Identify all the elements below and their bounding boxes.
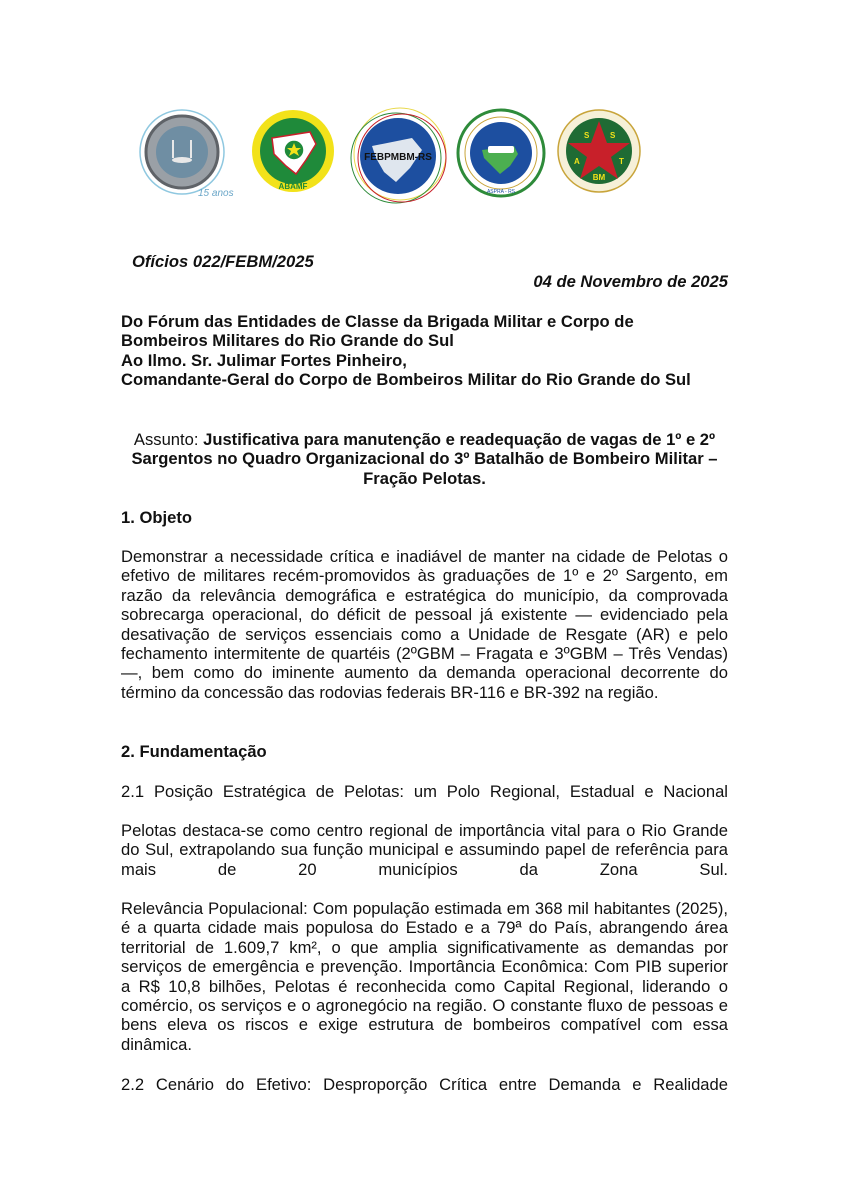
logo-letter: A	[574, 157, 580, 166]
entity-logos	[138, 108, 658, 208]
logo-abamf	[250, 108, 336, 194]
subsection-title-2-2: 2.2 Cenário do Efetivo: Desproporção Crítica entre Demanda e Realidade	[121, 1075, 728, 1094]
addressee-line: Bombeiros Militares do Rio Grande do Sul	[121, 331, 454, 351]
paragraph-2-1-b: Relevância Populacional: Com população estimada em 368 mil habitantes (2025), é a quarta cidade mais populosa do Estado e a 79ª do País, abrangendo área territorial de 1.609,7 km², o que amplia significativamente as demandas por serviços de emergência e prevenção. Importância Econômica: Com PIB superior a R$ 10,8 bilhões, Pelotas é reconhecida como Capital Regional, liderando o comércio, os serviços e o agronegócio na região. O constante fluxo de pessoas e bens eleva os riscos e exige estrutura de bombeiros compatível com essa dinâmica.	[121, 899, 728, 1054]
paragraph-objeto: Demonstrar a necessidade crítica e inadiável de manter na cidade de Pelotas o efetivo de militares recém-promovidos às graduações de 1º e 2º Sargento, em razão da relevância demográfica e estratégica do município, da comprovada sobrecarga operacional, do déficit de pessoal já existente — evidenciado pela desativação de serviços essenciais como a Unidade de Resgate (AR) e pelo fechamento intermitente de quartéis (2ºGBM – Fragata e 3ºGBM – Três Vendas) —, bem como do iminente aumento da demanda operacional decorrente do término da concessão das rodovias federais BR-116 e BR-392 na região.	[121, 547, 728, 702]
logo-letter: S	[610, 131, 616, 140]
document-date: 04 de Novembro de 2025	[533, 272, 728, 291]
subject-label: Assunto:	[133, 430, 204, 449]
logo-febpmbm-rs	[350, 108, 448, 206]
logo-aspra-rs	[456, 108, 546, 198]
subsection-title-2-1: 2.1 Posição Estratégica de Pelotas: um Polo Regional, Estadual e Nacional	[121, 782, 728, 801]
logo-ssat-bm	[556, 108, 642, 194]
addressee-line: Ao Ilmo. Sr. Julimar Fortes Pinheiro,	[121, 350, 407, 370]
subject-text: Justificativa para manutenção e readequação de vagas de 1º e 2º Sargentos no Quadro Organizacional do 3º Batalhão de Bombeiro Militar – Fração Pelotas.	[131, 430, 718, 488]
addressee-line: Do Fórum das Entidades de Classe da Brigada Militar e Corpo de	[121, 312, 634, 331]
logo-letter: S	[584, 131, 590, 140]
addressee-line: Comandante-Geral do Corpo de Bombeiros Militar do Rio Grande do Sul	[121, 370, 691, 390]
logo-entidade-15-anos	[138, 108, 234, 200]
subject	[121, 430, 728, 488]
document-reference: Ofícios 022/FEBM/2025	[132, 252, 314, 271]
logo-caption: BM	[592, 173, 606, 182]
logo-caption: ABAMF	[278, 182, 308, 191]
section-title-fundamentacao: 2. Fundamentação	[121, 742, 267, 761]
section-title-objeto: 1. Objeto	[121, 508, 192, 527]
logo-caption: 15 anos	[198, 188, 234, 199]
logo-caption: FEBPMBM-RS	[364, 152, 432, 163]
paragraph-2-1-a: Pelotas destaca-se como centro regional de importância vital para o Rio Grande do Sul, extrapolando sua função municipal e assumindo papel de referência para mais de 20 municípios da Zona Sul.	[121, 821, 728, 879]
logo-letter: T	[619, 157, 624, 166]
addressee-block	[121, 312, 691, 390]
logo-caption: ASPRA - RS	[486, 189, 516, 195]
